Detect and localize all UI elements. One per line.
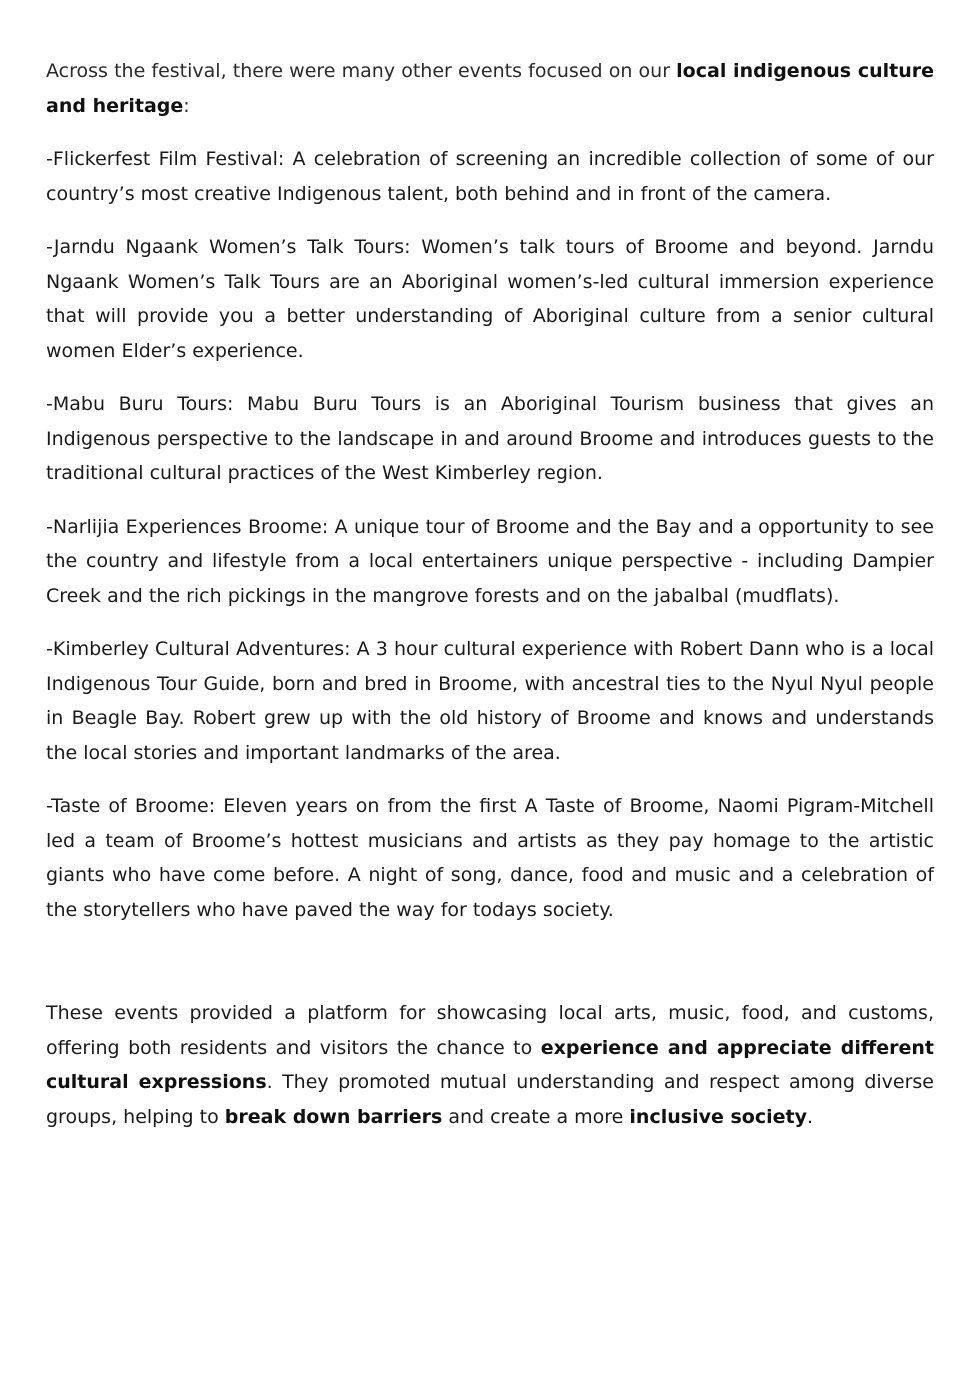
conclusion-emphasis: break down barriers bbox=[224, 1105, 443, 1128]
event-mabu-buru: -Mabu Buru Tours: Mabu Buru Tours is an Aboriginal Tourism business that gives an Indigenous perspective to the landscape in and around Broome and introduces guests to the traditional cultural practices of the West Kimberley region. bbox=[46, 393, 934, 484]
event-narlijia: -Narlijia Experiences Broome: A unique tour of Broome and the Bay and a opportunity to see the country and lifestyle from a local entertainers unique perspective - including Dampier Creek and the rich pickings in the mangrove forests and on the jabalbal (mudflats). bbox=[46, 515, 934, 607]
event-taste-of-broome: -Taste of Broome: Eleven years on from the first A Taste of Broome, Naomi Pigram-Mitchell led a team of Broome’s hottest musicians and artists as they pay homage to the artistic giants who have come before. A night of song, dance, food and music and a celebration of the storytellers who have paved the way for todays society. bbox=[46, 795, 934, 921]
intro-emphasis: local indigenous culture and heritage bbox=[46, 60, 934, 117]
conclusion-emphasis: experience and appreciate different cultural expressions bbox=[46, 1036, 934, 1093]
event-flickerfest: -Flickerfest Film Festival: A celebration of screening an incredible collection of some of our country’s most creative Indigenous talent, both behind and in front of the camera. bbox=[46, 148, 934, 205]
conclusion-paragraph bbox=[46, 996, 934, 1134]
conclusion-text: . They promoted mutual understanding and respect among diverse groups, helping to bbox=[46, 1071, 934, 1128]
document-body bbox=[46, 54, 934, 1153]
conclusion-text: These events provided a platform for showcasing local arts, music, food, and customs, offering both residents and visitors the chance to bbox=[46, 1002, 934, 1059]
intro-colon: : bbox=[183, 94, 190, 117]
intro-paragraph bbox=[46, 54, 934, 123]
conclusion-text: . bbox=[806, 1105, 814, 1128]
event-kimberley-cultural: -Kimberley Cultural Adventures: A 3 hour cultural experience with Robert Dann who is a local Indigenous Tour Guide, born and bred in Broome, with ancestral ties to the Nyul Nyul people in Beagle Bay. Robert grew up with the old history of Broome and knows and understands the local stories and important landmarks of the area. bbox=[46, 638, 934, 764]
conclusion-emphasis: inclusive society bbox=[629, 1105, 807, 1128]
intro-text: Across the festival, there were many other events focused on our bbox=[46, 60, 677, 82]
conclusion-text: and create a more bbox=[442, 1105, 630, 1128]
event-jarndu-ngaank: -Jarndu Ngaank Women’s Talk Tours: Women’s talk tours of Broome and beyond. Jarndu Ngaank Women’s Talk Tours are an Aboriginal women’s-led cultural immersion experience that will provide you a better understanding of Aboriginal culture from a senior cultural women Elder’s experience. bbox=[46, 236, 934, 362]
